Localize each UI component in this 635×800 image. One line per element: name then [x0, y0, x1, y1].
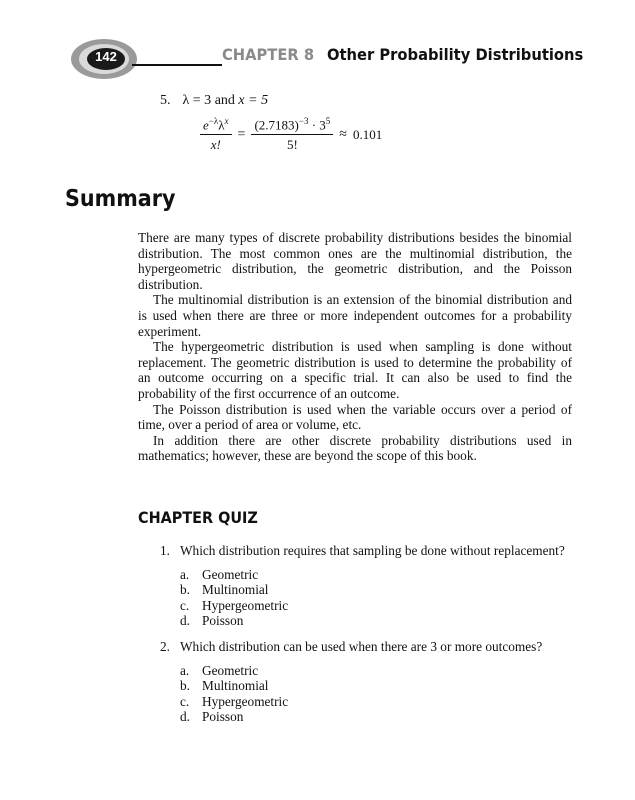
formula-numerator-right: $(2.7183)^{-3} \cdot 3^5$ [251, 116, 333, 135]
question-text: Which distribution requires that sampling be done without replacement? [180, 543, 565, 558]
example-conditions [160, 93, 268, 109]
question-text: Which distribution can be used when there are 3 or more outcomes? [180, 638, 543, 654]
summary-paragraph: The hypergeometric distribution is used when sampling is done without replacement. The geometric distribution is used to determine the probability of an outcome occurring on a specific trial. It can also be used to find the probability of the first occurrence of an outcome. [138, 339, 572, 401]
answer-option [180, 567, 572, 583]
summary-paragraph: The Poisson distribution is used when the variable occurs over a period of time, over a period of area or volume, etc. [138, 401, 572, 433]
answer-option [180, 678, 572, 694]
question-text-row [160, 543, 572, 559]
answer-options [180, 567, 572, 629]
header-rule [132, 64, 222, 66]
condition-and: and [214, 93, 235, 108]
formula-denominator-right: 5! [286, 137, 298, 153]
formula-equals: = [237, 126, 246, 142]
running-header [222, 45, 583, 64]
formula-denominator-left: x! [210, 137, 221, 153]
chapter-label: CHAPTER 8 [222, 45, 315, 64]
answer-option [180, 598, 572, 614]
option-letter: a. [180, 566, 190, 582]
quiz-question-2 [160, 639, 572, 725]
option-letter: d. [180, 709, 190, 725]
option-letter: c. [180, 693, 190, 709]
answer-option [180, 709, 572, 725]
example-number: 5. [160, 93, 171, 108]
option-text: Geometric [202, 566, 259, 582]
option-text: Poisson [202, 613, 244, 629]
page-number: 142 [95, 49, 117, 64]
condition-lambda: λ = 3 [182, 93, 212, 108]
option-text: Multinomial [202, 678, 269, 694]
option-text: Hypergeometric [202, 693, 289, 709]
option-letter: b. [180, 582, 190, 598]
answer-options [180, 663, 572, 725]
option-text: Multinomial [202, 582, 269, 598]
summary-body [138, 230, 572, 464]
answer-option [180, 613, 572, 629]
quiz-question-1 [160, 543, 572, 629]
formula-result: 0.101 [352, 126, 383, 142]
option-letter: c. [180, 597, 190, 613]
chapter-title: Other Probability Distributions [326, 45, 584, 64]
option-letter: a. [180, 662, 190, 678]
answer-option [180, 663, 572, 679]
formula-fraction-right [251, 116, 333, 153]
summary-paragraph: The multinomial distribution is an extension of the binomial distribution and is used when there are three or more independent outcomes for a probability experiment. [138, 292, 572, 339]
formula-approx: ≈ [339, 126, 347, 142]
poisson-formula [200, 116, 382, 153]
condition-x: x = 5 [238, 93, 269, 108]
quiz-list [160, 543, 572, 725]
summary-paragraph: There are many types of discrete probability distributions besides the binomial distribution. The most common ones are the multinomial distribution, the hypergeometric distribution, the geometric distribution, and the Poisson distribution. [138, 230, 572, 292]
quiz-heading: CHAPTER QUIZ [138, 508, 258, 527]
summary-paragraph: In addition there are other discrete probability distributions used in mathematics; however, these are beyond the scope of this book. [138, 432, 572, 464]
answer-option [180, 582, 572, 598]
formula-numerator-left: $e^{-\lambda}\lambda^x$ [200, 116, 232, 135]
question-text-row [160, 639, 572, 655]
formula-fraction-left [200, 116, 232, 153]
option-text: Geometric [202, 662, 259, 678]
answer-option [180, 694, 572, 710]
option-letter: b. [180, 678, 190, 694]
question-number: 2. [160, 638, 170, 654]
option-text: Hypergeometric [202, 597, 289, 613]
summary-heading: Summary [65, 186, 176, 212]
question-number: 1. [160, 543, 170, 558]
option-letter: d. [180, 613, 190, 629]
option-text: Poisson [202, 709, 244, 725]
